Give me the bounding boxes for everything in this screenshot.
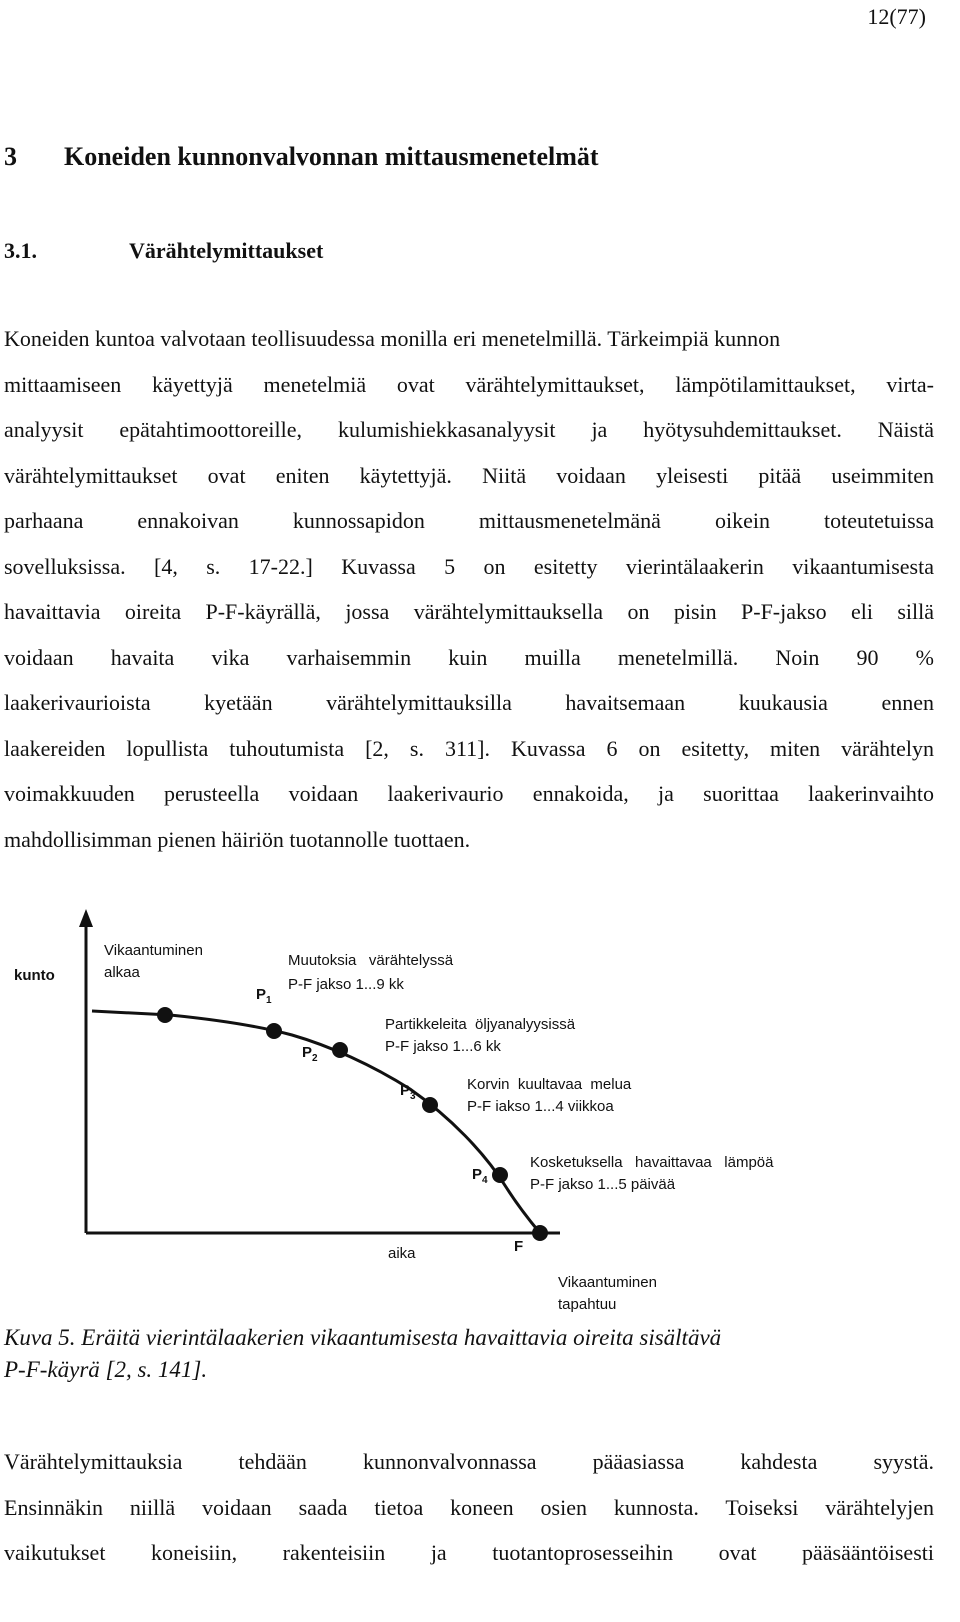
paragraph-line: värähtelymittaukset ovat eniten käytettyjä. Niitä voidaan yleisesti pitää useimmiten [4,462,934,488]
subsection-heading [4,238,323,264]
subsection-number: 3.1. [4,238,37,263]
p2-desc-line2: P-F jakso 1...6 kk [385,1038,501,1055]
end-label-line1: Vikaantuminen [558,1274,657,1291]
paragraph-line: voidaan havaita vika varhaisemmin kuin muilla menetelmillä. Noin 90 % [4,644,934,670]
paragraph-line: laakereiden lopullista tuhoutumista [2, s. 311]. Kuvassa 6 on esitetty, miten värähtelyn [4,735,934,761]
p3-label: $P_3$ [400,1082,416,1102]
y-axis-label: kunto [14,967,55,984]
paragraph-line: Koneiden kuntoa valvotaan teollisuudessa monilla eri menetelmillä. Tärkeimpiä kunnon [4,326,781,351]
start-label-line1: Vikaantuminen [104,942,203,959]
paragraph-line: havaittavia oireita P-F-käyrällä, jossa värähtelymittauksella on pisin P-F-jakso eli sillä [4,599,934,624]
paragraph-line: Ensinnäkin niillä voidaan saada tietoa koneen osien kunnosta. Toiseksi värähtelyjen [4,1494,934,1520]
p2-label: $P_2$ [302,1044,318,1064]
paragraph-line: mahdollisimman pienen häiriön tuotannolle tuottaen. [4,826,471,852]
paragraph-line: parhaana ennakoivan kunnossapidon mittausmenetelmänä oikein toteutetuissa [4,508,934,533]
start-label-line2: alkaa [104,964,140,981]
point-p2 [332,1042,348,1058]
point-p1 [266,1023,282,1039]
p1-label: $P_1$ [256,986,272,1006]
p4-desc-line2: P-F jakso 1...5 päivää [530,1176,676,1193]
paragraph-line: laakerivaurioista kyetään värähtelymittauksilla havaitsemaan kuukausia ennen [4,690,934,715]
subsection-title: Värähtelymittaukset [129,238,324,263]
paragraph-line: Värähtelymittauksia tehdään kunnonvalvonnassa pääasiassa kahdesta syystä. [4,1449,934,1474]
p1-desc-line1: Muutoksia värähtelyssä [288,952,454,969]
body-paragraph-1 [4,326,934,872]
end-label-line2: tapahtuu [558,1296,617,1313]
caption-line: P-F-käyrä [2, s. 141]. [4,1357,208,1382]
pf-curve-figure [0,905,960,1325]
paragraph-line: mittaamiseen käyettyjä menetelmiä ovat värähtelymittaukset, lämpötilamittaukset, virta- [4,371,934,397]
caption-line: Kuva 5. Eräitä vierintälaakerien vikaantumisesta havaittavia oireita sisältävä [4,1325,722,1350]
paragraph-line: sovelluksissa. [4, s. 17-22.] Kuvassa 5 on esitetty vierintälaakerin vikaantumisesta [4,553,934,579]
paragraph-line: analyysit epätahtimoottoreille, kulumishiekkasanalyysit ja hyötysuhdemittaukset. Näistä [4,417,934,442]
x-axis-label: aika [388,1245,416,1262]
pf-curve-diagram [0,905,960,1325]
body-paragraph-2 [4,1449,934,1586]
section-title: Koneiden kunnonvalvonnan mittausmenetelmät [64,142,599,171]
figure-caption [4,1322,721,1386]
f-label: F [514,1238,524,1255]
page-number: 12(77) [867,4,926,29]
p4-desc-line1: Kosketuksella havaittavaa lämpöä [530,1154,774,1171]
p2-desc-line1: Partikkeleita öljyanalyysissä [385,1016,576,1033]
point-p4 [492,1167,508,1183]
p3-desc-line1: Korvin kuultavaa melua [467,1076,632,1093]
section-heading [4,142,599,172]
paragraph-line: voimakkuuden perusteella voidaan laakerivaurio ennakoida, ja suorittaa laakerinvaihto [4,781,934,806]
paragraph-line: vaikutukset koneisiin, rakenteisiin ja tuotantoprosesseihin ovat pääsääntöisesti [4,1540,934,1565]
point-p3 [422,1097,438,1113]
y-axis-arrow [79,909,93,927]
section-number: 3 [4,142,17,171]
point-start [157,1007,173,1023]
point-f [532,1225,548,1241]
p4-label: $P_4$ [472,1166,488,1186]
p1-desc-line2: P-F jakso 1...9 kk [288,976,404,993]
p3-desc-line2: P-F iakso 1...4 viikkoa [467,1098,614,1115]
